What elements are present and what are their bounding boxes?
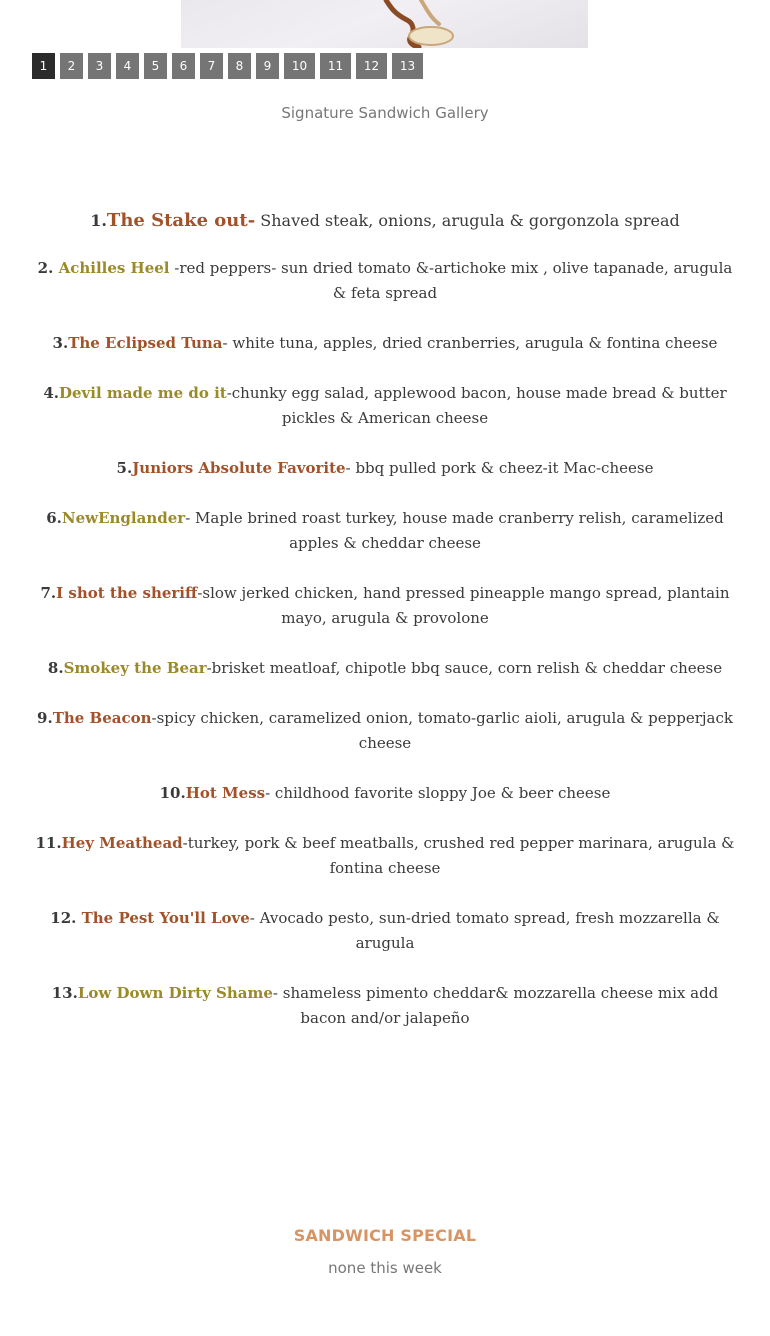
menu-item-description: - white tuna, apples, dried cranberries, arugula & fontina cheese	[222, 334, 718, 352]
gallery-page-button-8[interactable]: 8	[228, 53, 251, 79]
menu-item	[32, 381, 738, 431]
menu-item-name: Juniors Absolute Favorite	[132, 459, 346, 477]
menu-item-number: 12.	[50, 909, 82, 927]
menu-item-name: Devil made me do it	[58, 384, 227, 402]
menu-item-description: -slow jerked chicken, hand pressed pineapple mango spread, plantain mayo, arugula & provolone	[197, 584, 730, 627]
menu-item	[32, 781, 738, 806]
menu-item-name: Achilles Heel	[58, 259, 170, 277]
menu-item	[32, 706, 738, 756]
menu-item-description: -red peppers- sun dried tomato &-artichoke mix , olive tapanade, arugula & feta spread	[169, 259, 733, 302]
menu-item	[32, 506, 738, 556]
menu-item-description: - Maple brined roast turkey, house made cranberry relish, caramelized apples & cheddar cheese	[185, 509, 724, 552]
gallery-page-button-6[interactable]: 6	[172, 53, 195, 79]
menu-item-number: 9.	[37, 709, 53, 727]
menu-item-name: The Eclipsed Tuna	[68, 334, 223, 352]
menu-item-number: 2.	[37, 259, 59, 277]
gallery-photo	[181, 0, 588, 48]
sandwich-menu	[32, 208, 738, 1056]
menu-item-number: 4.	[43, 384, 59, 402]
gallery-page-button-10[interactable]: 10	[284, 53, 315, 79]
menu-item	[32, 831, 738, 881]
sandwich-photo-detail	[181, 0, 588, 48]
sandwich-special-text: none this week	[328, 1259, 442, 1277]
menu-item	[32, 581, 738, 631]
menu-item-number: 6.	[46, 509, 62, 527]
gallery-page-button-3[interactable]: 3	[88, 53, 111, 79]
menu-item	[32, 656, 738, 681]
menu-item-number: 11.	[35, 834, 62, 852]
menu-item-name: Low Down Dirty Shame	[77, 984, 273, 1002]
menu-item-name: The Pest You'll Love	[81, 909, 250, 927]
gallery-page-button-13[interactable]: 13	[392, 53, 423, 79]
menu-item-description: -spicy chicken, caramelized onion, tomato-garlic aioli, arugula & pepperjack cheese	[151, 709, 733, 752]
gallery-page-button-9[interactable]: 9	[256, 53, 279, 79]
gallery-page-button-5[interactable]: 5	[144, 53, 167, 79]
menu-item	[32, 208, 738, 233]
menu-item-description: - childhood favorite sloppy Joe & beer cheese	[265, 784, 611, 802]
menu-item-description: -turkey, pork & beef meatballs, crushed red pepper marinara, arugula & fontina cheese	[182, 834, 735, 877]
menu-item-name: Smokey the Bear	[63, 659, 207, 677]
menu-item-description: Shaved steak, onions, arugula & gorgonzola spread	[255, 211, 680, 230]
menu-item-name: The Stake out-	[106, 210, 256, 231]
menu-item-name: The Beacon	[52, 709, 152, 727]
menu-item-number: 3.	[52, 334, 69, 352]
menu-item-description: - shameless pimento cheddar& mozzarella cheese mix add bacon and/or jalapeño	[272, 984, 719, 1027]
gallery-page-button-2[interactable]: 2	[60, 53, 83, 79]
sandwich-special-title: SANDWICH SPECIAL	[293, 1226, 477, 1245]
menu-item-number: 13.	[51, 984, 78, 1002]
menu-item	[32, 981, 738, 1031]
menu-item-description: -brisket meatloaf, chipotle bbq sauce, corn relish & cheddar cheese	[206, 659, 723, 677]
gallery-page-button-4[interactable]: 4	[116, 53, 139, 79]
menu-item-description: - bbq pulled pork & cheez-it Mac-cheese	[345, 459, 654, 477]
menu-item-number: 10.	[159, 784, 186, 802]
menu-item-name: I shot the sheriff	[56, 584, 198, 602]
menu-item-number: 1.	[90, 211, 107, 230]
menu-item	[32, 906, 738, 956]
menu-item-number: 5.	[116, 459, 133, 477]
menu-item-name: Hey Meathead	[61, 834, 183, 852]
gallery-page-button-12[interactable]: 12	[356, 53, 387, 79]
menu-item	[32, 456, 738, 481]
menu-item-name: Hot Mess	[185, 784, 266, 802]
gallery-page-button-11[interactable]: 11	[320, 53, 351, 79]
menu-item	[32, 256, 738, 306]
menu-item-number: 8.	[47, 659, 64, 677]
gallery-page-button-7[interactable]: 7	[200, 53, 223, 79]
menu-item-number: 7.	[40, 584, 57, 602]
menu-item-description: -chunky egg salad, applewood bacon, house made bread & butter pickles & American cheese	[226, 384, 727, 427]
menu-item-description: - Avocado pesto, sun-dried tomato spread, fresh mozzarella & arugula	[249, 909, 720, 952]
gallery-caption: Signature Sandwich Gallery	[281, 104, 489, 122]
menu-item	[32, 331, 738, 356]
menu-item-name: NewEnglander	[61, 509, 186, 527]
gallery-page-button-1[interactable]: 1	[32, 53, 55, 79]
